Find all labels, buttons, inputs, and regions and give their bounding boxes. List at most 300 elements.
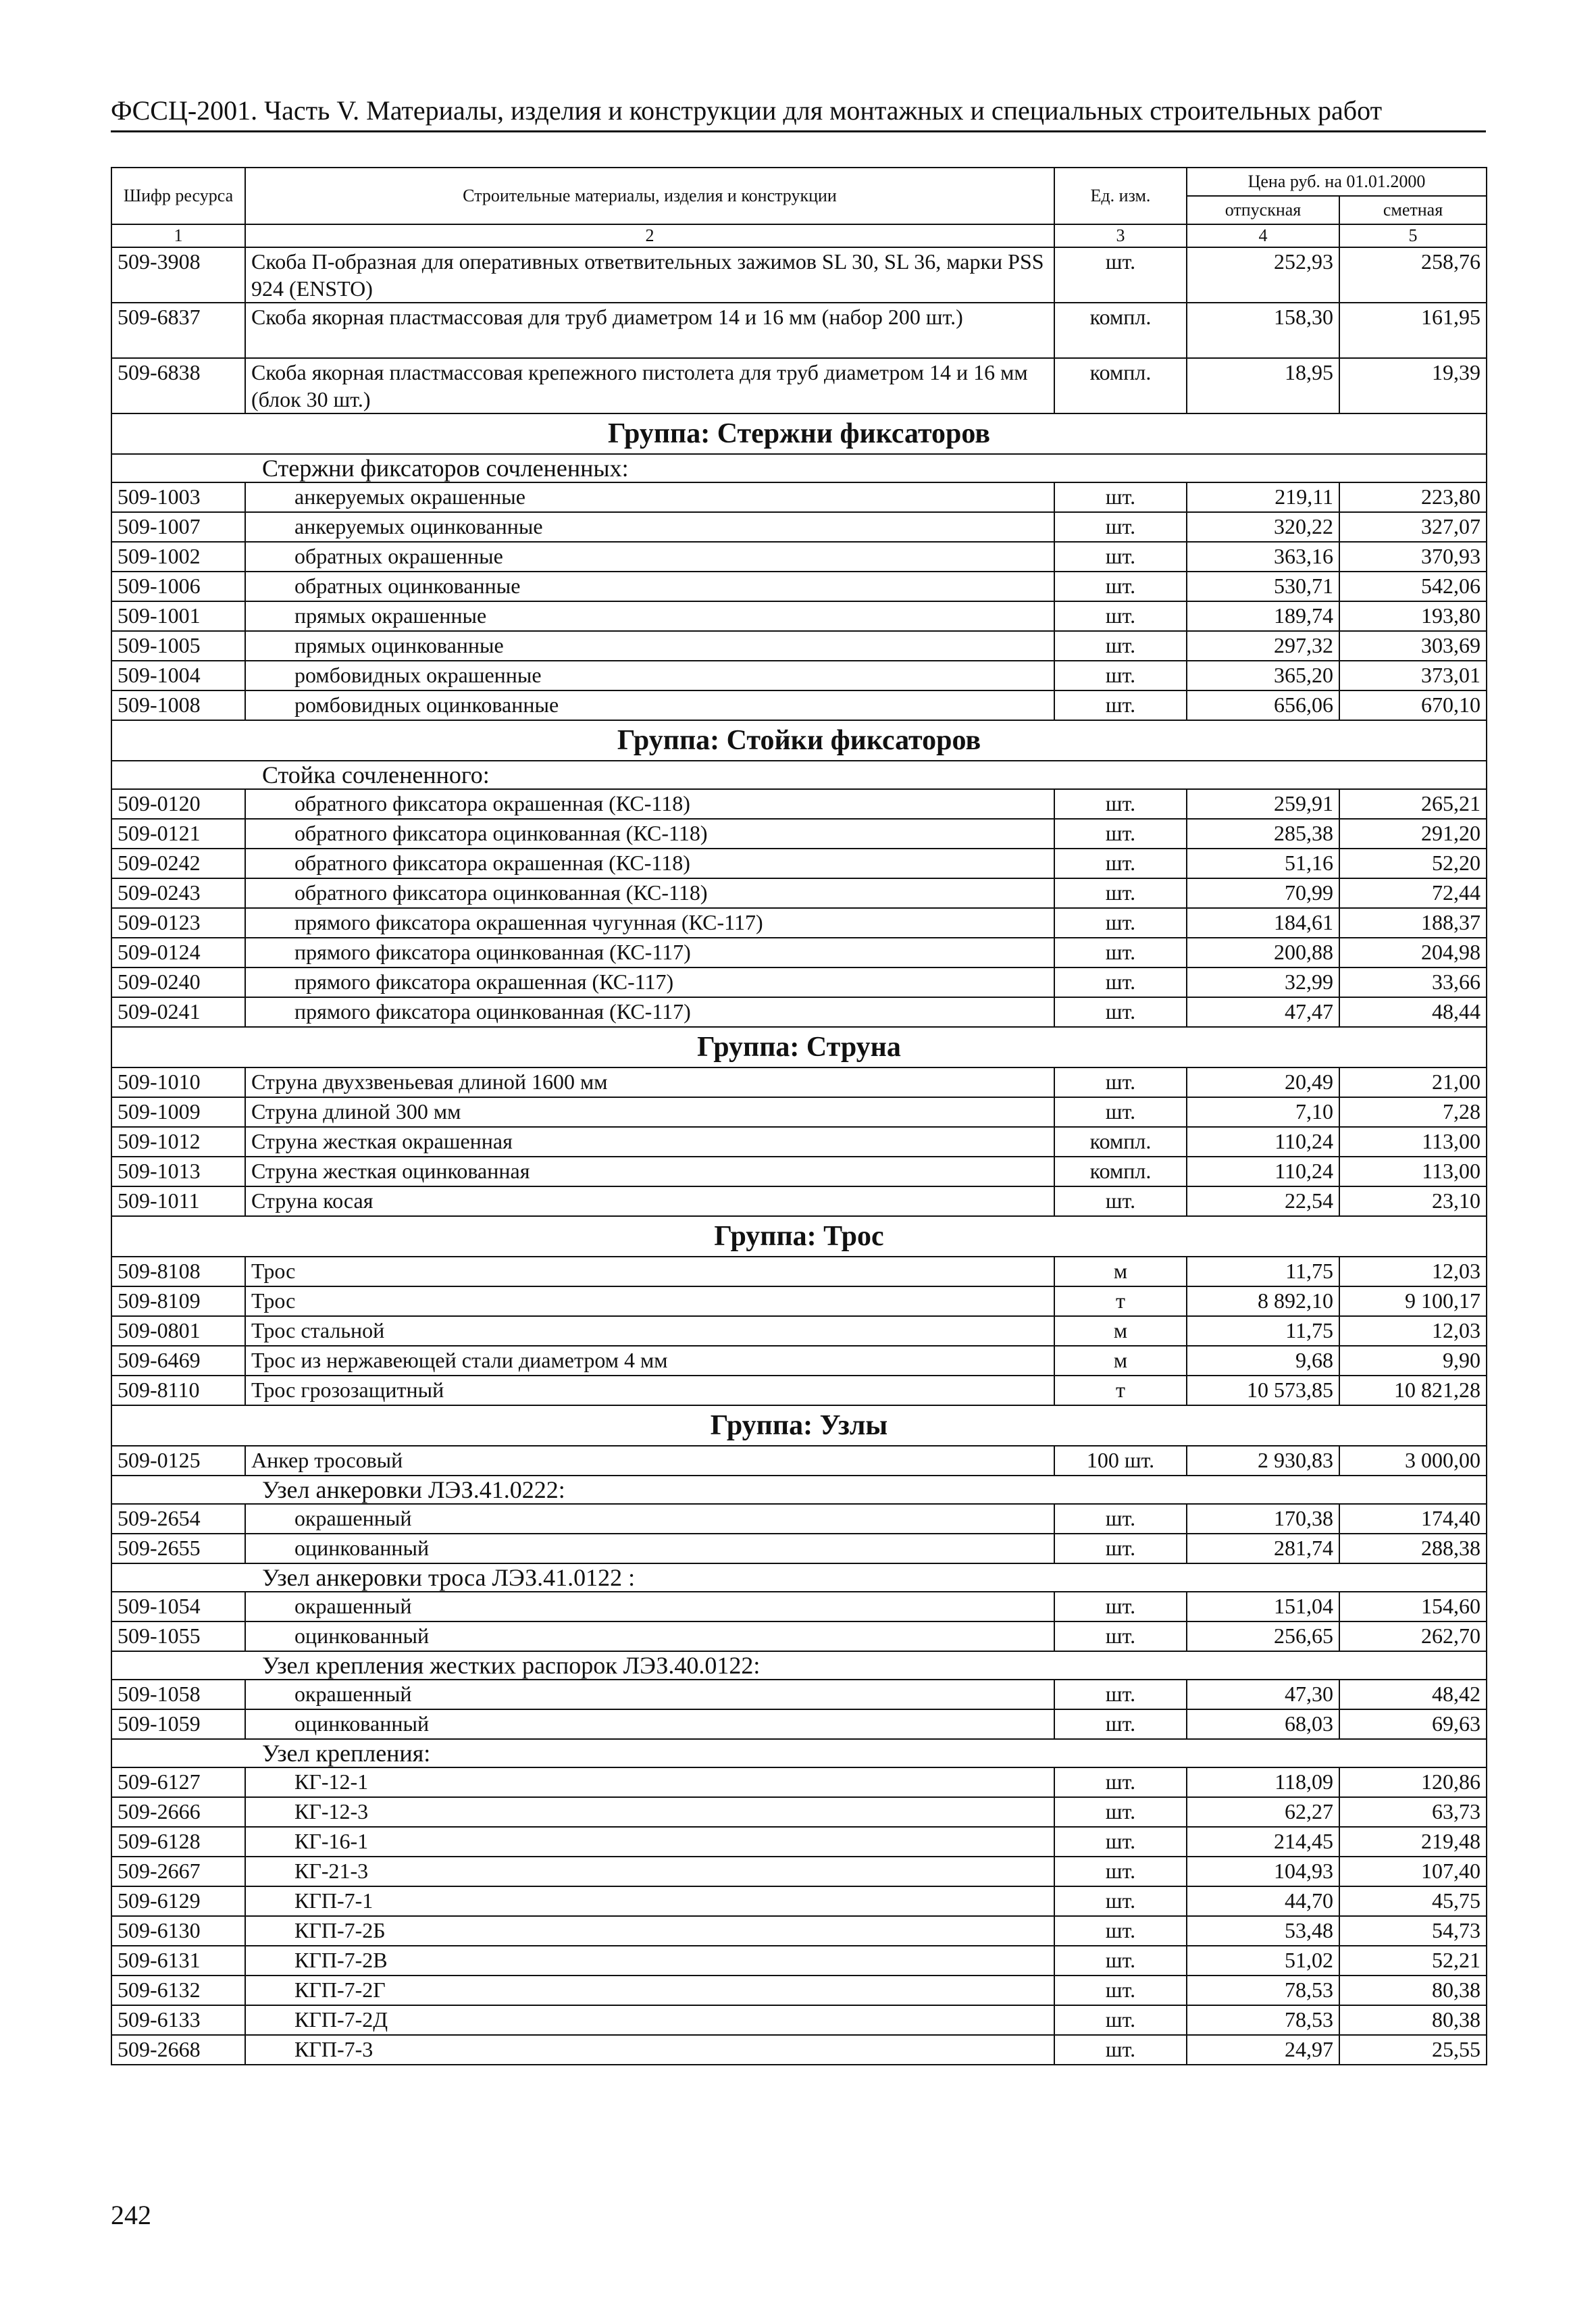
resource-code: 509-1006 [111,572,245,601]
material-name: окрашенный [245,1504,1054,1534]
table-row [111,967,1487,997]
unit: шт. [1054,938,1187,967]
unit: шт. [1054,967,1187,997]
table-row [111,247,1487,303]
material-name: КГП-7-2В [245,1946,1054,1976]
release-price: 297,32 [1187,631,1339,661]
table-row [111,1709,1487,1739]
group-title: Группа: Стойки фиксаторов [111,720,1487,761]
table-row [111,1097,1487,1127]
material-name: обратного фиксатора окрашенная (КС-118) [245,849,1054,878]
release-price: 252,93 [1187,247,1339,303]
release-price: 214,45 [1187,1827,1339,1857]
release-price: 62,27 [1187,1797,1339,1827]
table-row [111,2035,1487,2065]
resource-code: 509-1012 [111,1127,245,1157]
unit: шт. [1054,690,1187,720]
resource-code: 509-1005 [111,631,245,661]
material-name: КГ-12-3 [245,1797,1054,1827]
estimate-price: 80,38 [1339,1976,1487,2005]
release-price: 281,74 [1187,1534,1339,1563]
section-row [111,1563,1487,1592]
material-name: обратных оцинкованные [245,572,1054,601]
resource-code: 509-1013 [111,1157,245,1186]
section-row [111,761,1487,789]
estimate-price: 303,69 [1339,631,1487,661]
estimate-price: 10 821,28 [1339,1376,1487,1405]
estimate-price: 373,01 [1339,661,1487,690]
unit: шт. [1054,1797,1187,1827]
resource-code: 509-1008 [111,690,245,720]
unit: шт. [1054,997,1187,1027]
group-row [111,720,1487,761]
material-name: прямого фиксатора оцинкованная (КС-117) [245,938,1054,967]
release-price: 47,30 [1187,1680,1339,1709]
release-price: 110,24 [1187,1157,1339,1186]
resource-code: 509-8109 [111,1286,245,1316]
table-row [111,1680,1487,1709]
table-row [111,908,1487,938]
release-price: 9,68 [1187,1346,1339,1376]
table-row [111,1504,1487,1534]
release-price: 184,61 [1187,908,1339,938]
material-name: Скоба П-образная для оперативных ответвительных зажимов SL 30, SL 36, марки PSS 924 (ENSTO) [245,247,1054,303]
table-row [111,997,1487,1027]
group-row [111,1027,1487,1067]
estimate-price: 69,63 [1339,1709,1487,1739]
material-name: обратного фиксатора оцинкованная (КС-118) [245,819,1054,849]
table-row [111,601,1487,631]
table-body [111,247,1487,2065]
table-row [111,1767,1487,1797]
unit: шт. [1054,1946,1187,1976]
resource-code: 509-6838 [111,358,245,413]
release-price: 2 930,83 [1187,1446,1339,1476]
header-price: Цена руб. на 01.01.2000 [1187,168,1487,196]
estimate-price: 63,73 [1339,1797,1487,1827]
unit: т [1054,1376,1187,1405]
column-number: 2 [245,224,1054,247]
resource-code: 509-0241 [111,997,245,1027]
group-title: Группа: Стержни фиксаторов [111,413,1487,454]
estimate-price: 80,38 [1339,2005,1487,2035]
release-price: 151,04 [1187,1592,1339,1621]
table-row [111,1886,1487,1916]
estimate-price: 72,44 [1339,878,1487,908]
estimate-price: 48,44 [1339,997,1487,1027]
resource-code: 509-0801 [111,1316,245,1346]
unit: шт. [1054,542,1187,572]
group-title: Группа: Трос [111,1216,1487,1257]
release-price: 8 892,10 [1187,1286,1339,1316]
estimate-price: 7,28 [1339,1097,1487,1127]
resource-code: 509-0124 [111,938,245,967]
section-row [111,1476,1487,1504]
estimate-price: 21,00 [1339,1067,1487,1097]
table-row [111,1316,1487,1346]
estimate-price: 113,00 [1339,1127,1487,1157]
table-row [111,849,1487,878]
resource-code: 509-1055 [111,1621,245,1651]
table-row [111,878,1487,908]
estimate-price: 9,90 [1339,1346,1487,1376]
table-row [111,1257,1487,1286]
unit: шт. [1054,1916,1187,1946]
release-price: 78,53 [1187,1976,1339,2005]
material-name: КГП-7-2Б [245,1916,1054,1946]
material-name: Трос стальной [245,1316,1054,1346]
estimate-price: 219,48 [1339,1827,1487,1857]
estimate-price: 120,86 [1339,1767,1487,1797]
resource-code: 509-1059 [111,1709,245,1739]
section-title: Узел крепления: [111,1739,1487,1767]
group-row [111,1405,1487,1446]
release-price: 656,06 [1187,690,1339,720]
resource-code: 509-1004 [111,661,245,690]
material-name: Скоба якорная пластмассовая для труб диаметром 14 и 16 мм (набор 200 шт.) [245,303,1054,358]
material-name: ромбовидных окрашенные [245,661,1054,690]
header-code: Шифр ресурса [111,168,245,224]
table-row [111,1446,1487,1476]
unit: шт. [1054,631,1187,661]
resource-code: 509-2667 [111,1857,245,1886]
estimate-price: 204,98 [1339,938,1487,967]
unit: т [1054,1286,1187,1316]
resource-code: 509-1007 [111,512,245,542]
release-price: 110,24 [1187,1127,1339,1157]
section-title: Узел анкеровки ЛЭЗ.41.0222: [111,1476,1487,1504]
resource-code: 509-6130 [111,1916,245,1946]
unit: компл. [1054,358,1187,413]
resource-code: 509-2666 [111,1797,245,1827]
resource-code: 509-1010 [111,1067,245,1097]
group-row [111,413,1487,454]
resource-code: 509-1011 [111,1186,245,1216]
material-name: прямых оцинкованные [245,631,1054,661]
estimate-price: 52,20 [1339,849,1487,878]
resource-code: 509-0240 [111,967,245,997]
table-row [111,631,1487,661]
unit: шт. [1054,789,1187,819]
release-price: 11,75 [1187,1257,1339,1286]
unit: шт. [1054,512,1187,542]
estimate-price: 223,80 [1339,482,1487,512]
unit: шт. [1054,1621,1187,1651]
section-row [111,454,1487,482]
material-name: прямого фиксатора оцинкованная (КС-117) [245,997,1054,1027]
resource-code: 509-6128 [111,1827,245,1857]
material-name: оцинкованный [245,1709,1054,1739]
price-table [111,167,1487,2065]
resource-code: 509-8108 [111,1257,245,1286]
table-row [111,1127,1487,1157]
header-release-price: отпускная [1187,196,1339,224]
column-number: 1 [111,224,245,247]
unit: шт. [1054,908,1187,938]
unit: шт. [1054,247,1187,303]
release-price: 51,16 [1187,849,1339,878]
release-price: 363,16 [1187,542,1339,572]
release-price: 285,38 [1187,819,1339,849]
column-number: 3 [1054,224,1187,247]
table-row [111,789,1487,819]
unit: шт. [1054,1592,1187,1621]
resource-code: 509-6837 [111,303,245,358]
release-price: 22,54 [1187,1186,1339,1216]
unit: компл. [1054,1127,1187,1157]
estimate-price: 188,37 [1339,908,1487,938]
running-title: ФССЦ-2001. Часть V. Материалы, изделия и конструкции для монтажных и специальных строительных работ [111,95,1383,126]
release-price: 44,70 [1187,1886,1339,1916]
material-name: Анкер тросовый [245,1446,1054,1476]
table-row [111,1157,1487,1186]
material-name: КГП-7-2Д [245,2005,1054,2035]
material-name: КГ-16-1 [245,1827,1054,1857]
section-row [111,1651,1487,1680]
estimate-price: 670,10 [1339,690,1487,720]
unit: шт. [1054,1827,1187,1857]
resource-code: 509-0243 [111,878,245,908]
material-name: Струна жесткая оцинкованная [245,1157,1054,1186]
material-name: КГ-21-3 [245,1857,1054,1886]
table-row [111,1916,1487,1946]
table-row [111,690,1487,720]
resource-code: 509-0242 [111,849,245,878]
resource-code: 509-1058 [111,1680,245,1709]
material-name: Струна двухзвеньевая длиной 1600 мм [245,1067,1054,1097]
unit: шт. [1054,1857,1187,1886]
unit: шт. [1054,661,1187,690]
column-number: 5 [1339,224,1487,247]
release-price: 200,88 [1187,938,1339,967]
material-name: Трос из нержавеющей стали диаметром 4 мм [245,1346,1054,1376]
material-name: Струна длиной 300 мм [245,1097,1054,1127]
table-row [111,1976,1487,2005]
group-row [111,1216,1487,1257]
material-name: окрашенный [245,1592,1054,1621]
resource-code: 509-1003 [111,482,245,512]
material-name: окрашенный [245,1680,1054,1709]
group-title: Группа: Струна [111,1027,1487,1067]
estimate-price: 154,60 [1339,1592,1487,1621]
unit: компл. [1054,1157,1187,1186]
material-name: обратного фиксатора оцинкованная (КС-118) [245,878,1054,908]
estimate-price: 161,95 [1339,303,1487,358]
table-row [111,1592,1487,1621]
material-name: обратных окрашенные [245,542,1054,572]
table-row [111,661,1487,690]
unit: м [1054,1316,1187,1346]
material-name: КГ-12-1 [245,1767,1054,1797]
estimate-price: 193,80 [1339,601,1487,631]
material-name: прямого фиксатора окрашенная чугунная (КС-117) [245,908,1054,938]
table-row [111,1376,1487,1405]
unit: шт. [1054,1097,1187,1127]
release-price: 11,75 [1187,1316,1339,1346]
resource-code: 509-6469 [111,1346,245,1376]
resource-code: 509-2668 [111,2035,245,2065]
release-price: 32,99 [1187,967,1339,997]
estimate-price: 262,70 [1339,1621,1487,1651]
release-price: 78,53 [1187,2005,1339,2035]
resource-code: 509-1002 [111,542,245,572]
material-name: прямого фиксатора окрашенная (КС-117) [245,967,1054,997]
unit: шт. [1054,878,1187,908]
estimate-price: 288,38 [1339,1534,1487,1563]
release-price: 24,97 [1187,2035,1339,2065]
unit: шт. [1054,819,1187,849]
resource-code: 509-1054 [111,1592,245,1621]
release-price: 7,10 [1187,1097,1339,1127]
section-row [111,1739,1487,1767]
table-row [111,2005,1487,2035]
release-price: 104,93 [1187,1857,1339,1886]
release-price: 259,91 [1187,789,1339,819]
table-row [111,1946,1487,1976]
table-row [111,1186,1487,1216]
material-name: ромбовидных оцинкованные [245,690,1054,720]
release-price: 530,71 [1187,572,1339,601]
section-title: Стержни фиксаторов сочлененных: [111,454,1487,482]
release-price: 10 573,85 [1187,1376,1339,1405]
material-name: Скоба якорная пластмассовая крепежного пистолета для труб диаметром 14 и 16 мм (блок 30 шт.) [245,358,1054,413]
table-row [111,1797,1487,1827]
estimate-price: 370,93 [1339,542,1487,572]
material-name: КГП-7-2Г [245,1976,1054,2005]
resource-code: 509-6133 [111,2005,245,2035]
unit: шт. [1054,2035,1187,2065]
release-price: 118,09 [1187,1767,1339,1797]
estimate-price: 3 000,00 [1339,1446,1487,1476]
unit: шт. [1054,1886,1187,1916]
estimate-price: 107,40 [1339,1857,1487,1886]
material-name: КГП-7-1 [245,1886,1054,1916]
material-name: прямых окрашенные [245,601,1054,631]
estimate-price: 33,66 [1339,967,1487,997]
estimate-price: 23,10 [1339,1186,1487,1216]
material-name: обратного фиксатора окрашенная (КС-118) [245,789,1054,819]
estimate-price: 12,03 [1339,1316,1487,1346]
resource-code: 509-6129 [111,1886,245,1916]
estimate-price: 19,39 [1339,358,1487,413]
release-price: 53,48 [1187,1916,1339,1946]
unit: шт. [1054,849,1187,878]
material-name: Струна жесткая окрашенная [245,1127,1054,1157]
estimate-price: 12,03 [1339,1257,1487,1286]
table-row [111,938,1487,967]
section-title: Узел крепления жестких распорок ЛЭЗ.40.0122: [111,1651,1487,1680]
estimate-price: 327,07 [1339,512,1487,542]
unit: компл. [1054,303,1187,358]
material-name: КГП-7-3 [245,2035,1054,2065]
unit: шт. [1054,1504,1187,1534]
unit: шт. [1054,1767,1187,1797]
material-name: оцинкованный [245,1621,1054,1651]
table-row [111,819,1487,849]
estimate-price: 52,21 [1339,1946,1487,1976]
table-row [111,542,1487,572]
release-price: 51,02 [1187,1946,1339,1976]
release-price: 20,49 [1187,1067,1339,1097]
resource-code: 509-6132 [111,1976,245,2005]
table-row [111,303,1487,358]
release-price: 320,22 [1187,512,1339,542]
estimate-price: 291,20 [1339,819,1487,849]
unit: шт. [1054,1680,1187,1709]
estimate-price: 113,00 [1339,1157,1487,1186]
release-price: 189,74 [1187,601,1339,631]
release-price: 365,20 [1187,661,1339,690]
table-row [111,512,1487,542]
unit: шт. [1054,1534,1187,1563]
release-price: 68,03 [1187,1709,1339,1739]
resource-code: 509-3908 [111,247,245,303]
release-price: 70,99 [1187,878,1339,908]
unit: шт. [1054,2005,1187,2035]
section-title: Узел анкеровки троса ЛЭЗ.41.0122 : [111,1563,1487,1592]
header-estimate-price: сметная [1339,196,1487,224]
table-row [111,1857,1487,1886]
release-price: 47,47 [1187,997,1339,1027]
table-row [111,1286,1487,1316]
release-price: 158,30 [1187,303,1339,358]
resource-code: 509-6127 [111,1767,245,1797]
estimate-price: 174,40 [1339,1504,1487,1534]
header-unit: Ед. изм. [1054,168,1187,224]
column-number: 4 [1187,224,1339,247]
table-row [111,1534,1487,1563]
material-name: Трос [245,1257,1054,1286]
table-row [111,572,1487,601]
table-row [111,1827,1487,1857]
unit: шт. [1054,1067,1187,1097]
table-row [111,482,1487,512]
estimate-price: 25,55 [1339,2035,1487,2065]
unit: шт. [1054,572,1187,601]
header-name: Строительные материалы, изделия и конструкции [245,168,1054,224]
resource-code: 509-2654 [111,1504,245,1534]
unit: шт. [1054,482,1187,512]
material-name: анкеруемых оцинкованные [245,512,1054,542]
material-name: Струна косая [245,1186,1054,1216]
material-name: анкеруемых окрашенные [245,482,1054,512]
page-number: 242 [111,2200,151,2230]
material-name: Трос [245,1286,1054,1316]
estimate-price: 542,06 [1339,572,1487,601]
table-row [111,358,1487,413]
release-price: 18,95 [1187,358,1339,413]
unit: шт. [1054,601,1187,631]
material-name: Трос грозозащитный [245,1376,1054,1405]
unit: 100 шт. [1054,1446,1187,1476]
material-name: оцинкованный [245,1534,1054,1563]
resource-code: 509-2655 [111,1534,245,1563]
unit: м [1054,1346,1187,1376]
unit: шт. [1054,1709,1187,1739]
resource-code: 509-6131 [111,1946,245,1976]
estimate-price: 45,75 [1339,1886,1487,1916]
unit: шт. [1054,1976,1187,2005]
release-price: 219,11 [1187,482,1339,512]
resource-code: 509-0121 [111,819,245,849]
resource-code: 509-1009 [111,1097,245,1127]
resource-code: 509-1001 [111,601,245,631]
estimate-price: 48,42 [1339,1680,1487,1709]
resource-code: 509-8110 [111,1376,245,1405]
resource-code: 509-0125 [111,1446,245,1476]
release-price: 256,65 [1187,1621,1339,1651]
resource-code: 509-0120 [111,789,245,819]
